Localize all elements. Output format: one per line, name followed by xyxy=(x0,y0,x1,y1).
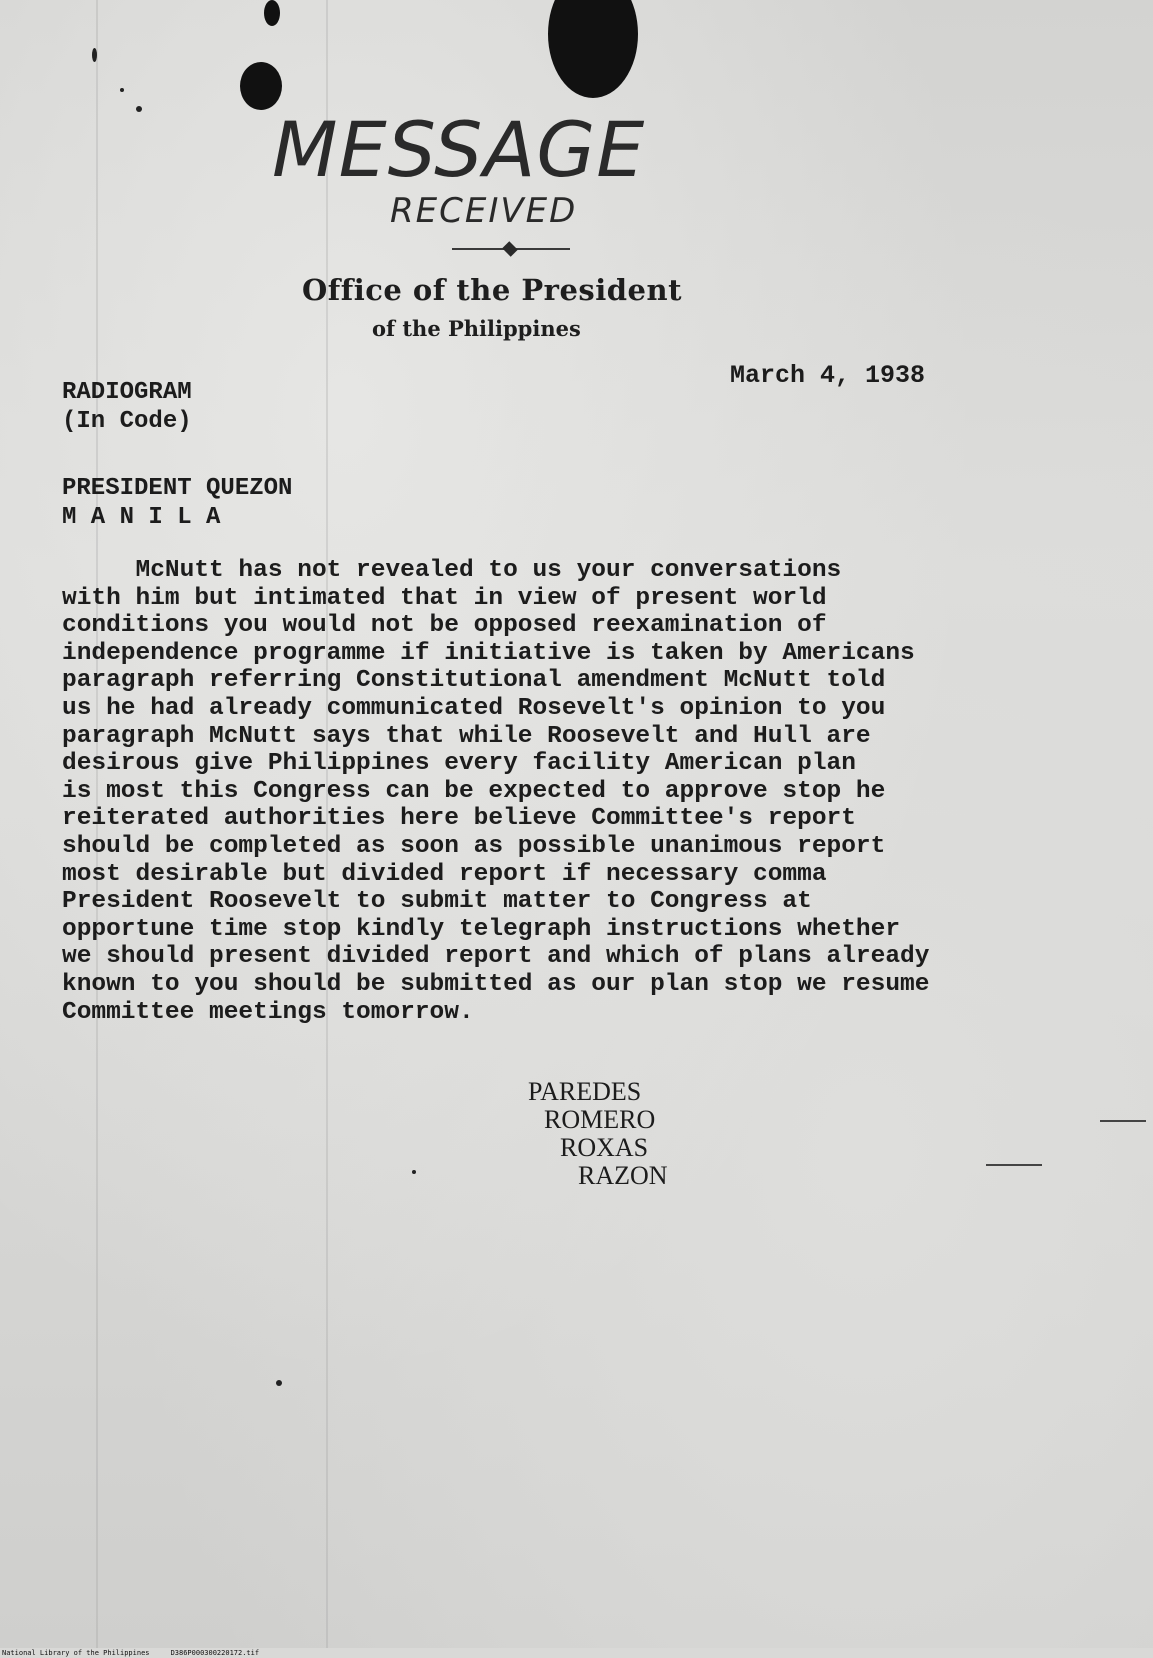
letterhead-office-sub: of the Philippines xyxy=(372,316,581,341)
signatory: RAZON xyxy=(578,1161,668,1190)
signatory: ROMERO xyxy=(544,1105,656,1134)
margin-mark xyxy=(1100,1120,1146,1122)
ornament-diamond-icon xyxy=(502,241,518,257)
ink-blot xyxy=(548,0,638,98)
ink-blot xyxy=(240,62,282,110)
speck xyxy=(92,48,97,62)
signatory-list xyxy=(528,1078,668,1190)
archive-credit: National Library of the Philippines D386P000300220172.tif xyxy=(2,1649,260,1657)
speck xyxy=(412,1170,416,1174)
ink-blot xyxy=(264,0,280,26)
addressee: PRESIDENT QUEZON M A N I L A xyxy=(62,475,293,531)
speck xyxy=(276,1380,282,1386)
signatory: PAREDES xyxy=(528,1077,642,1106)
signatory: ROXAS xyxy=(560,1133,649,1162)
letterhead-office: Office of the President xyxy=(302,273,682,307)
speck xyxy=(136,106,142,112)
message-type: RADIOGRAM (In Code) xyxy=(62,379,192,435)
letterhead-title: MESSAGE xyxy=(272,105,646,194)
speck xyxy=(120,88,124,92)
message-body: McNutt has not revealed to us your conversations with him but intimated that in view of present world conditions you would not be opposed reexamination of independence programme if initiative is taken by Americans paragraph referring Constitutional amendment McNutt told us he had already communicated Rosevelt's opinion to you paragraph McNutt says that while Roosevelt and Hull are desirous give Philippines every facility American plan is most this Congress can be expected to approve stop he reiterated authorities here believe Committee's report should be completed as soon as possible unanimous report most desirable but divided report if necessary comma President Roosevelt to submit matter to Congress at opportune time stop kindly telegraph instructions whether we should present divided report and which of plans already known to you should be submitted as our plan stop we resume Committee meetings tomorrow. xyxy=(62,557,930,1026)
margin-mark xyxy=(986,1164,1042,1166)
message-date: March 4, 1938 xyxy=(730,361,926,390)
letterhead-subtitle: RECEIVED xyxy=(390,191,578,231)
